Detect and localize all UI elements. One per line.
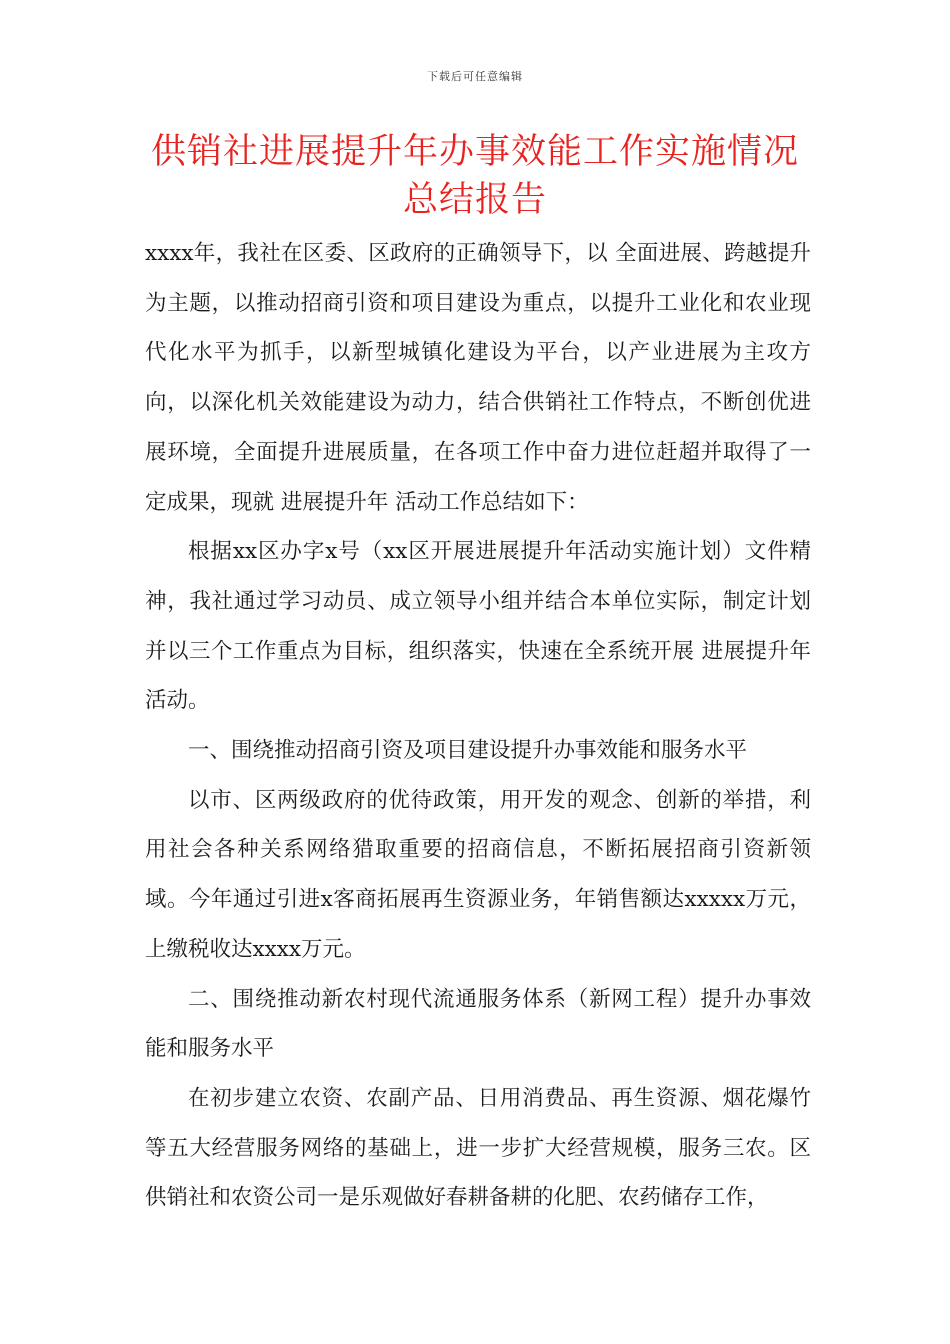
paragraph-section-1: 以市、区两级政府的优待政策，用开发的观念、创新的举措，利用社会各种关系网络猎取重要的招商信息，不断拓展招商引资新领域。今年通过引进x客商拓展再生资源业务，年销售额达xxxxx万元，上缴税收达xxxx万元。 [145,787,811,962]
header-note: 下载后可任意编辑 [427,70,523,83]
paragraph-intro: xxxx年，我社在区委、区政府的正确领导下，以 全面进展、跨越提升 为主题，以推动招商引资和项目建设为重点，以提升工业化和农业现代化水平为抓手，以新型城镇化建设为平台，以产业进展为主攻方向，以深化机关效能建设为动力，结合供销社工作特点，不断创优进展环境，全面提升进展质量，在各项工作中奋力进位赶超并取得了一定成果，现就 进展提升年 活动工作总结如下： [145,241,811,515]
paragraph-basis: 根据xx区办字x号（xx区开展进展提升年活动实施计划）文件精神，我社通过学习动员、成立领导小组并结合本单位实际，制定计划并以三个工作重点为目标，组织落实，快速在全系统开展 进展提升年 活动。 [145,539,811,714]
title-line-2: 总结报告 [402,180,547,220]
document-title [120,128,830,224]
section-heading-2: 二、围绕推动新农村现代流通服务体系（新网工程）提升办事效能和服务水平 [145,986,811,1062]
document-body [145,229,811,1223]
title-line-1: 供销社进展提升年办事效能工作实施情况 [150,132,799,172]
section-heading-1: 一、围绕推动招商引资及项目建设提升办事效能和服务水平 [188,738,748,764]
paragraph-section-2: 在初步建立农资、农副产品、日用消费品、再生资源、烟花爆竹等五大经营服务网络的基础上，进一步扩大经营规模，服务三农。区供销社和农资公司一是乐观做好春耕备耕的化肥、农药储存工作， [145,1085,811,1211]
